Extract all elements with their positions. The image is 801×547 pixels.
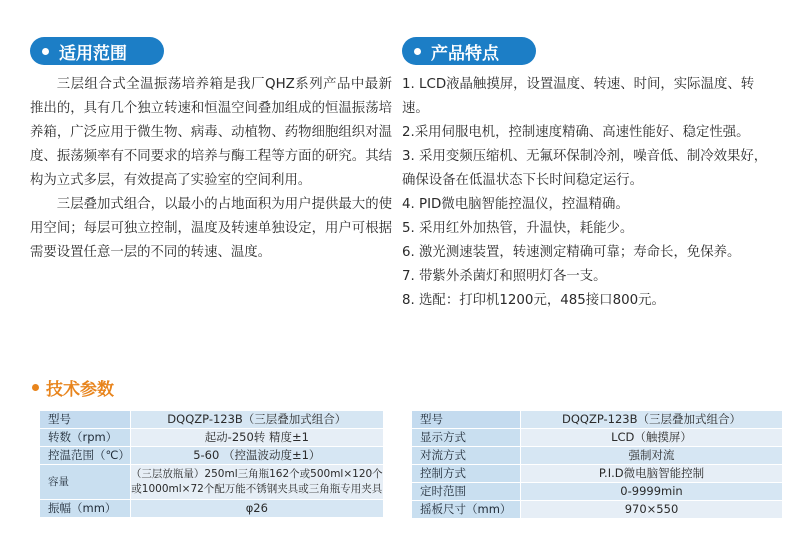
spec-label: 控温范围（℃）: [40, 447, 131, 465]
feature-item: 8. 选配：打印机1200元，485接口800元。: [402, 293, 665, 308]
application-paragraph: 三层组合式全温振荡培养箱是我厂QHZ系列产品中最新推出的，具有几个独立转速和恒温空间叠加组成的恒温振荡培养箱，广泛应用于微生物、病毒、动植物、药物细胞组织对温度、振荡频率有不同要求的培养与酶工程等方面的研究。其结构为立式多层，有效提高了实验室的空间利用。: [30, 77, 392, 188]
spec-label: 容量: [40, 465, 131, 500]
features-section-header: [402, 37, 536, 65]
spec-value: P.I.D微电脑智能控制: [521, 465, 783, 483]
table-row: [412, 483, 783, 501]
spec-label: 型号: [412, 411, 521, 429]
spec-value: [130, 465, 383, 500]
spec-table-right: [411, 410, 783, 519]
spec-label: 对流方式: [412, 447, 521, 465]
features-list: [402, 73, 776, 313]
spec-label: 振幅（mm）: [40, 500, 131, 518]
specs-title: 技术参数: [46, 380, 114, 400]
table-row: [40, 500, 384, 518]
table-row: [40, 411, 384, 429]
spec-label: 转数（rpm）: [40, 429, 131, 447]
application-text: [30, 73, 392, 265]
application-title: 适用范围: [59, 43, 127, 64]
feature-item: 6. 激光测速装置，转速测定精确可靠；寿命长，免保养。: [402, 245, 741, 260]
spec-value: 5-60 （控温波动度±1）: [130, 447, 383, 465]
table-row: [40, 429, 384, 447]
spec-table-left: [39, 410, 384, 518]
table-row: [412, 429, 783, 447]
spec-label: 显示方式: [412, 429, 521, 447]
features-title: 产品特点: [431, 43, 499, 64]
table-row: [40, 447, 384, 465]
spec-value: 强制对流: [521, 447, 783, 465]
application-section-header: [30, 37, 164, 65]
spec-value: 起动-250转 精度±1: [130, 429, 383, 447]
spec-label: 型号: [40, 411, 131, 429]
spec-value: DQQZP-123B（三层叠加式组合）: [521, 411, 783, 429]
feature-item: 2.采用伺服电机，控制速度精确、高速性能好、稳定性强。: [402, 125, 750, 140]
spec-value: DQQZP-123B（三层叠加式组合）: [130, 411, 383, 429]
spec-value: LCD（触摸屏）: [521, 429, 783, 447]
spec-value: φ26: [130, 500, 383, 518]
feature-item: 4. PID微电脑智能控温仪，控温精确。: [402, 197, 629, 212]
specs-section-header: [32, 375, 114, 400]
table-row: [40, 465, 384, 500]
bullet-dot-icon: [414, 48, 421, 55]
table-row: [412, 411, 783, 429]
spec-label: 定时范围: [412, 483, 521, 501]
feature-item: 3. 采用变频压缩机、无氟环保制冷剂，噪音低、制冷效果好，确保设备在低温状态下长时间稳定运行。: [402, 149, 768, 188]
spec-label: 摇板尺寸（mm）: [412, 501, 521, 519]
application-paragraph: 三层叠加式组合，以最小的占地面积为用户提供最大的使用空间；每层可独立控制，温度及转速单独设定，用户可根据需要设置任意一层的不同的转速、温度。: [30, 197, 392, 260]
spec-value: 970×550: [521, 501, 783, 519]
spec-label: 控制方式: [412, 465, 521, 483]
spec-value-line: （三层放瓶量）250ml三角瓶162个或500ml×120个: [130, 468, 383, 480]
table-row: [412, 501, 783, 519]
bullet-dot-icon: [42, 48, 49, 55]
feature-item: 7. 带紫外杀菌灯和照明灯各一支。: [402, 269, 607, 284]
spec-value: 0-9999min: [521, 483, 783, 501]
feature-item: 5. 采用红外加热管，升温快，耗能少。: [402, 221, 634, 236]
bullet-dot-icon: [32, 384, 39, 391]
table-row: [412, 465, 783, 483]
feature-item: 1. LCD液晶触摸屏，设置温度、转速、时间，实际温度、转速。: [402, 77, 755, 116]
table-row: [412, 447, 783, 465]
spec-value-line: 或1000ml×72个配万能不锈钢夹具或三角瓶专用夹具: [131, 483, 383, 495]
